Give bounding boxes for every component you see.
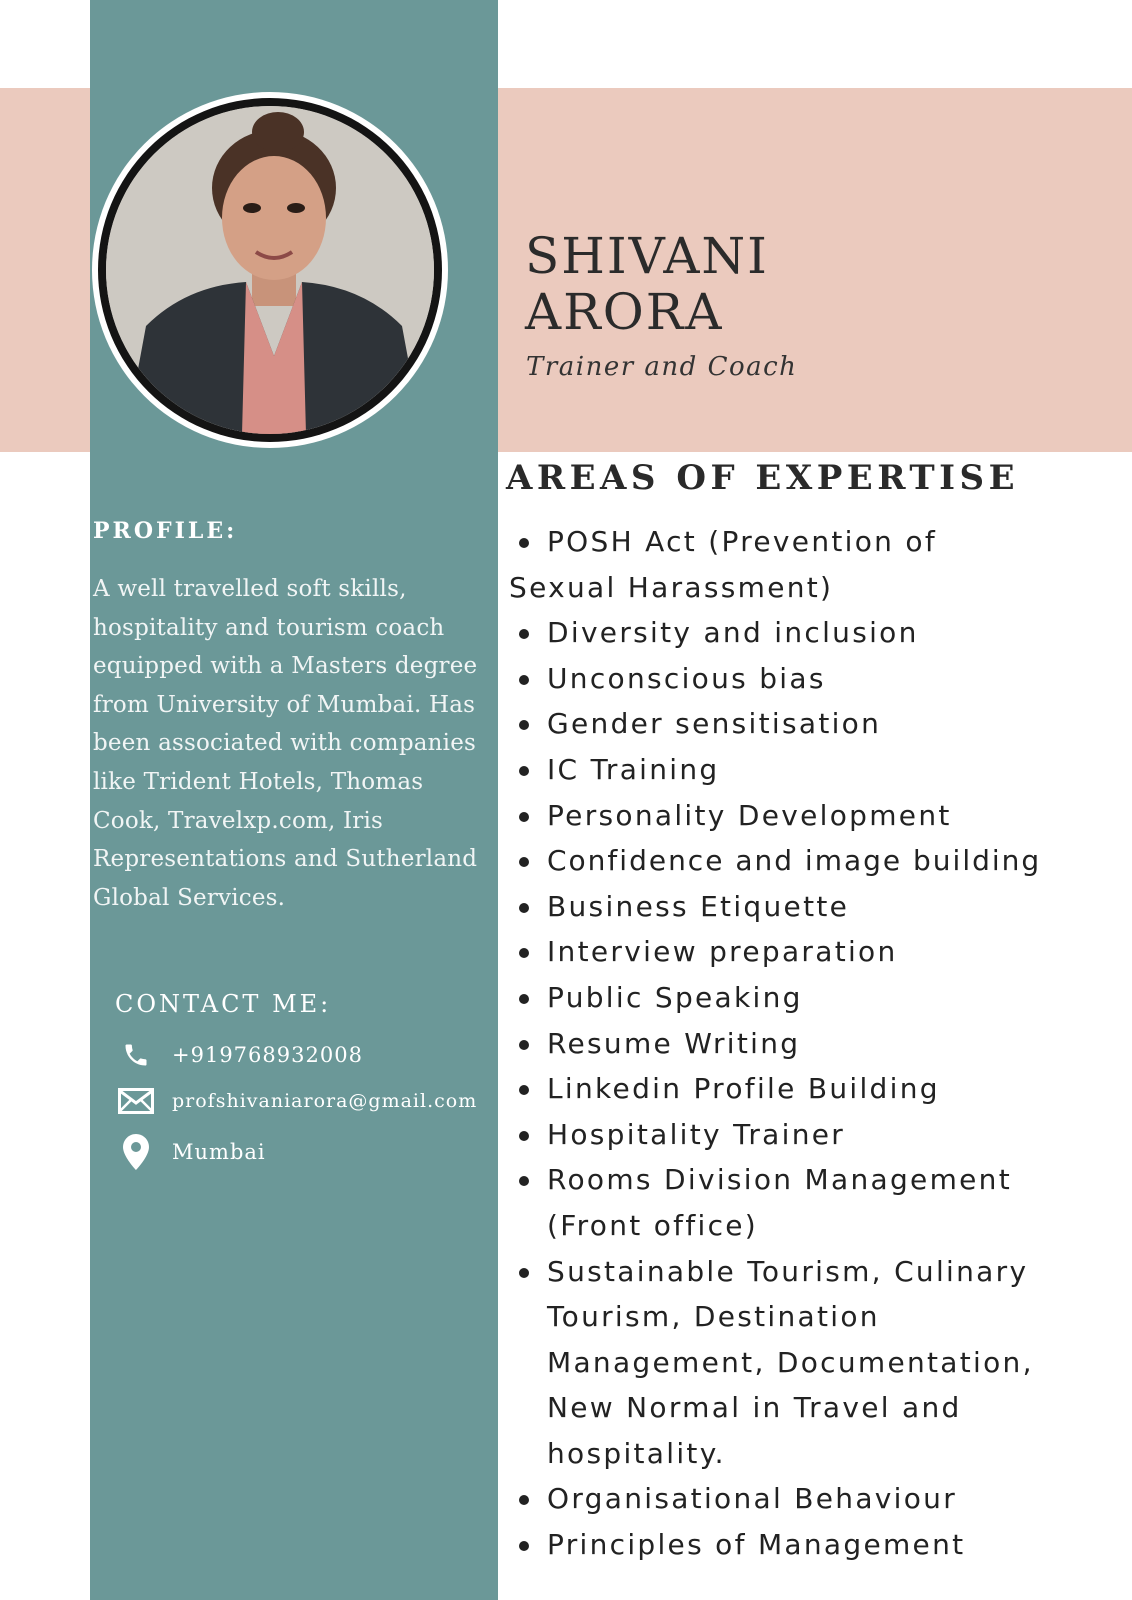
expertise-item: Resume Writing: [517, 1021, 1117, 1067]
expertise-item: Interview preparation: [517, 929, 1117, 975]
job-title: Trainer and Coach: [526, 352, 798, 382]
expertise-item: Organisational Behaviour: [517, 1476, 1117, 1522]
location: Mumbai: [172, 1140, 266, 1164]
expertise-item: IC Training: [517, 747, 1117, 793]
phone-number[interactable]: +919768932008: [172, 1043, 363, 1067]
contact-email: [118, 1083, 478, 1119]
expertise-item: Hospitality Trainer: [517, 1112, 1117, 1158]
profile-summary: A well travelled soft skills, hospitality and tourism coach equipped with a Masters degree from University of Mumbai. Has been associated with companies like Trident Hotels, Thomas Cook, Travelxp.com, Iris Representations and Sutherland Global Services.: [93, 576, 478, 911]
expertise-item: Sustainable Tourism, Culinary Tourism, Destination Management, Documentation, New Normal in Travel and hospitality.: [517, 1249, 1047, 1477]
name-first: SHIVANI: [525, 227, 769, 285]
expertise-item: Rooms Division Management (Front office): [517, 1157, 1037, 1248]
mail-icon: [118, 1083, 154, 1119]
location-pin-icon: [118, 1134, 154, 1170]
expertise-item: Principles of Management: [517, 1522, 1117, 1568]
expertise-item: POSH Act (Prevention of Sexual Harassment): [517, 519, 1117, 610]
expertise-item: Business Etiquette: [517, 884, 1117, 930]
name-last: ARORA: [525, 283, 724, 341]
expertise-list: [509, 519, 1117, 1568]
expertise-item: Linkedin Profile Building: [517, 1066, 1117, 1112]
phone-icon: [118, 1037, 154, 1073]
expertise-heading: AREAS OF EXPERTISE: [506, 458, 1020, 498]
expertise-item: Gender sensitisation: [517, 701, 1117, 747]
profile-photo-frame: [92, 92, 448, 448]
expertise-item: Personality Development: [517, 793, 1117, 839]
expertise-item: Unconscious bias: [517, 656, 1117, 702]
contact-heading: CONTACT ME:: [115, 990, 332, 1018]
expertise-item: Confidence and image building: [517, 838, 1117, 884]
email-address[interactable]: profshivaniarora@gmail.com: [172, 1090, 478, 1112]
contact-location: [118, 1134, 266, 1170]
contact-phone: [118, 1037, 363, 1073]
person-name: [525, 228, 769, 340]
profile-photo: [106, 106, 434, 434]
expertise-item: Public Speaking: [517, 975, 1117, 1021]
expertise-item: Diversity and inclusion: [517, 610, 1117, 656]
profile-heading: PROFILE:: [93, 518, 238, 544]
